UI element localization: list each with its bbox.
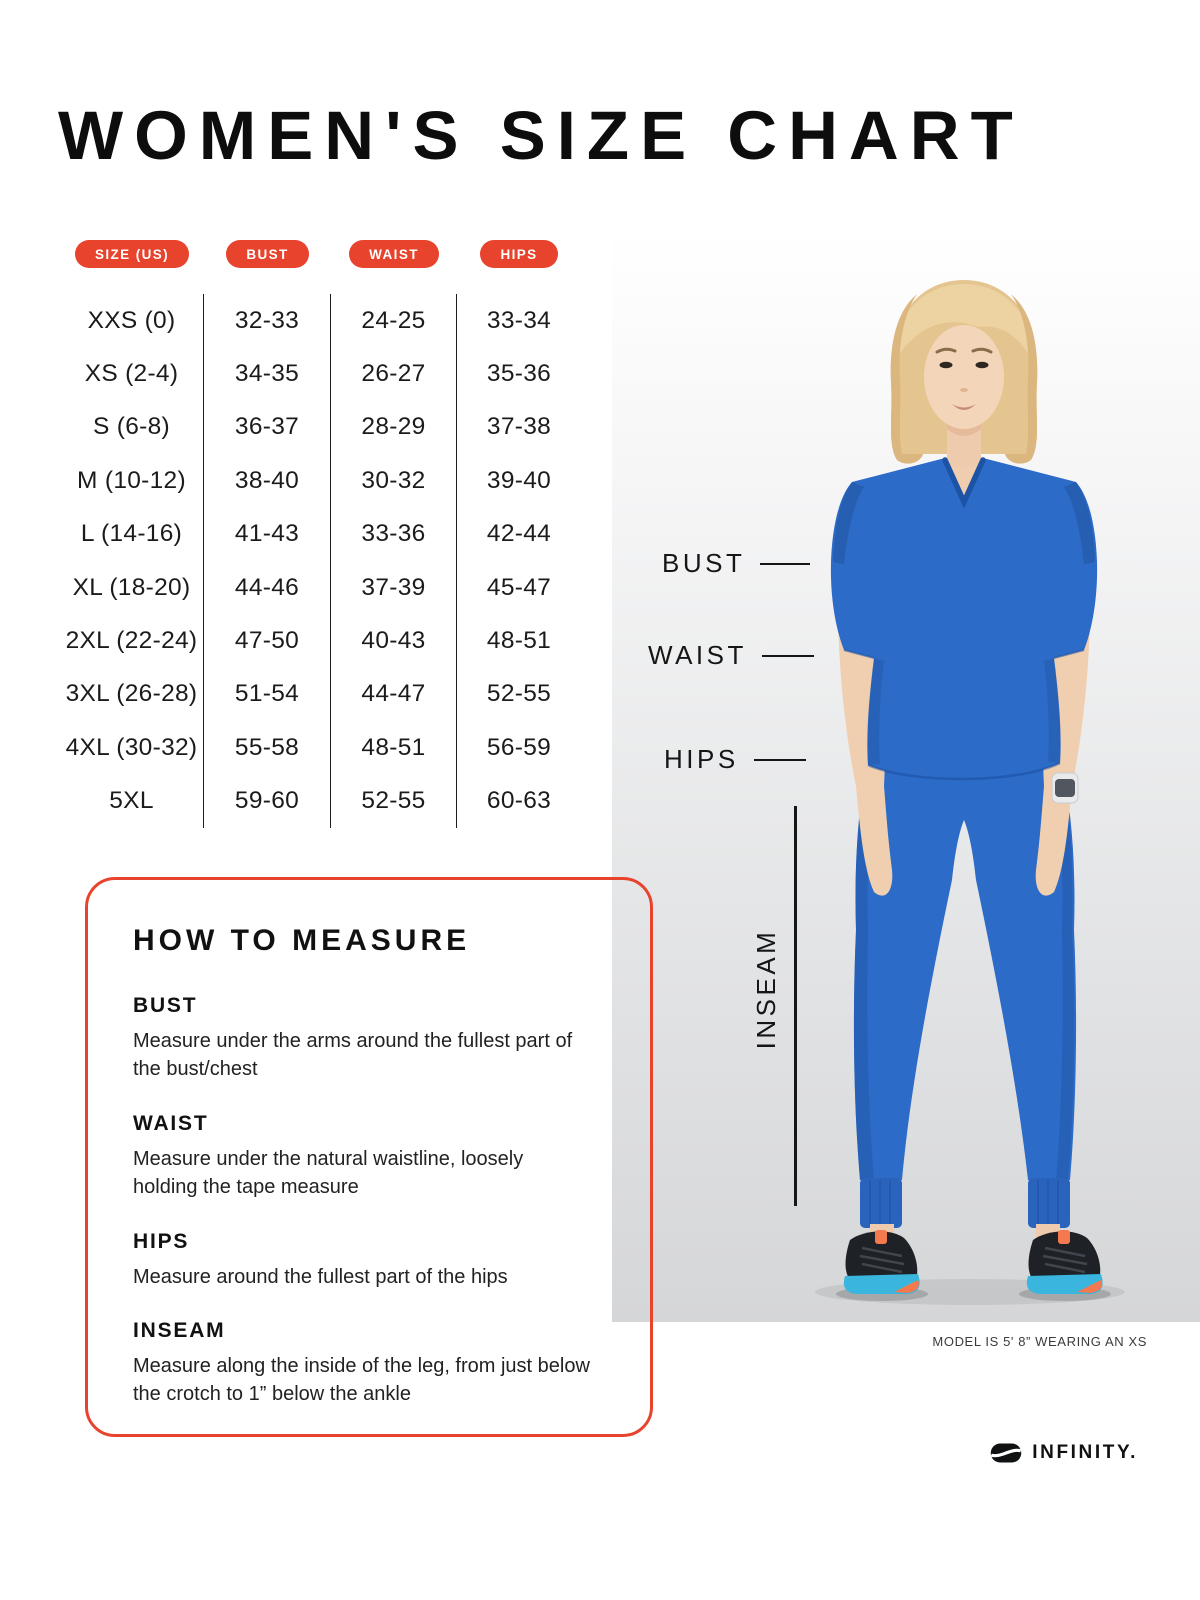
measure-guide-sections — [133, 994, 620, 1409]
brand-name: INFINITY. — [1032, 1442, 1138, 1463]
size-cell: 4XL (30-32) — [60, 721, 204, 774]
bust-pointer — [662, 548, 810, 579]
size-cell: 34-35 — [204, 347, 331, 400]
size-table-body — [60, 294, 581, 828]
size-cell: 39-40 — [486, 466, 552, 494]
measure-section-label: BUST — [133, 994, 198, 1017]
size-cell: XS (2-4) — [60, 347, 204, 400]
model-caption: MODEL IS 5' 8” WEARING AN XS — [932, 1334, 1147, 1349]
inseam-pointer-line — [794, 806, 797, 1206]
inseam-pointer-label: INSEAM — [751, 928, 781, 1050]
size-cell: 60-63 — [486, 787, 552, 815]
measure-section — [133, 994, 620, 1084]
size-cell: 38-40 — [204, 454, 331, 507]
size-cell: 32-33 — [204, 294, 331, 347]
size-cell: 52-55 — [331, 775, 457, 828]
size-cell: L (14-16) — [60, 508, 204, 561]
size-cell: 41-43 — [204, 508, 331, 561]
measure-guide-title: HOW TO MEASURE — [133, 924, 471, 957]
waist-pointer-label: WAIST — [648, 640, 747, 670]
hips-pointer — [664, 744, 806, 775]
size-cell: 47-50 — [204, 614, 331, 667]
waist-pointer — [648, 640, 814, 671]
size-cell: M (10-12) — [60, 454, 204, 507]
measure-section-label: WAIST — [133, 1111, 209, 1135]
column-pill: SIZE (US) — [75, 240, 189, 268]
size-cell: 3XL (26-28) — [60, 668, 204, 721]
size-cell: XXS (0) — [60, 294, 204, 347]
column-pill: WAIST — [349, 240, 439, 268]
measure-section — [133, 1319, 620, 1409]
size-cell: 55-58 — [204, 721, 331, 774]
size-cell: 44-47 — [331, 668, 457, 721]
size-cell: 28-29 — [331, 401, 457, 454]
measure-section-label: INSEAM — [133, 1318, 226, 1342]
size-cell: 5XL — [60, 775, 204, 828]
infinity-logo-icon — [990, 1443, 1022, 1463]
waist-pointer-line — [762, 655, 814, 657]
size-cell: 42-44 — [486, 520, 552, 548]
size-cell: 35-36 — [486, 360, 552, 388]
model-photo — [612, 230, 1200, 1322]
measure-section — [133, 1230, 620, 1291]
size-cell: 48-51 — [486, 627, 552, 655]
size-cell: 48-51 — [331, 721, 457, 774]
measure-section-text: Measure under the arms around the fullest part of the bust/chest — [133, 1030, 573, 1081]
size-cell: 33-36 — [331, 508, 457, 561]
hips-pointer-label: HIPS — [664, 744, 739, 774]
size-cell: 40-43 — [331, 614, 457, 667]
size-cell: 2XL (22-24) — [60, 614, 204, 667]
measure-section-text: Measure under the natural waistline, loosely holding the tape measure — [133, 1147, 524, 1199]
size-cell: XL (18-20) — [60, 561, 204, 614]
brand-logo — [990, 1442, 1138, 1464]
measure-section-text: Measure around the fullest part of the hips — [133, 1265, 508, 1288]
size-cell: 56-59 — [486, 733, 552, 761]
page-title: WOMEN'S SIZE CHART — [58, 97, 1024, 174]
size-cell: 37-39 — [331, 561, 457, 614]
measure-guide-box — [85, 877, 653, 1437]
bust-pointer-label: BUST — [662, 548, 746, 578]
column-pill: BUST — [226, 240, 308, 268]
size-table-header — [60, 240, 581, 268]
size-cell: 36-37 — [204, 401, 331, 454]
model-illustration — [612, 230, 1200, 1322]
size-cell: 30-32 — [331, 454, 457, 507]
size-cell: 33-34 — [486, 306, 552, 334]
hips-pointer-line — [754, 759, 806, 761]
size-cell: 51-54 — [204, 668, 331, 721]
measure-section — [133, 1112, 620, 1202]
size-cell: S (6-8) — [60, 401, 204, 454]
size-cell: 37-38 — [486, 413, 552, 441]
measure-section-text: Measure along the inside of the leg, from just below the crotch to 1” below the ankle — [133, 1354, 590, 1406]
size-cell: 45-47 — [486, 573, 552, 601]
size-cell: 52-55 — [486, 680, 552, 708]
size-cell: 24-25 — [331, 294, 457, 347]
size-cell: 44-46 — [204, 561, 331, 614]
size-cell: 59-60 — [204, 775, 331, 828]
size-cell: 26-27 — [331, 347, 457, 400]
bust-pointer-line — [760, 563, 810, 565]
column-pill: HIPS — [480, 240, 557, 268]
measure-section-label: HIPS — [133, 1229, 190, 1253]
